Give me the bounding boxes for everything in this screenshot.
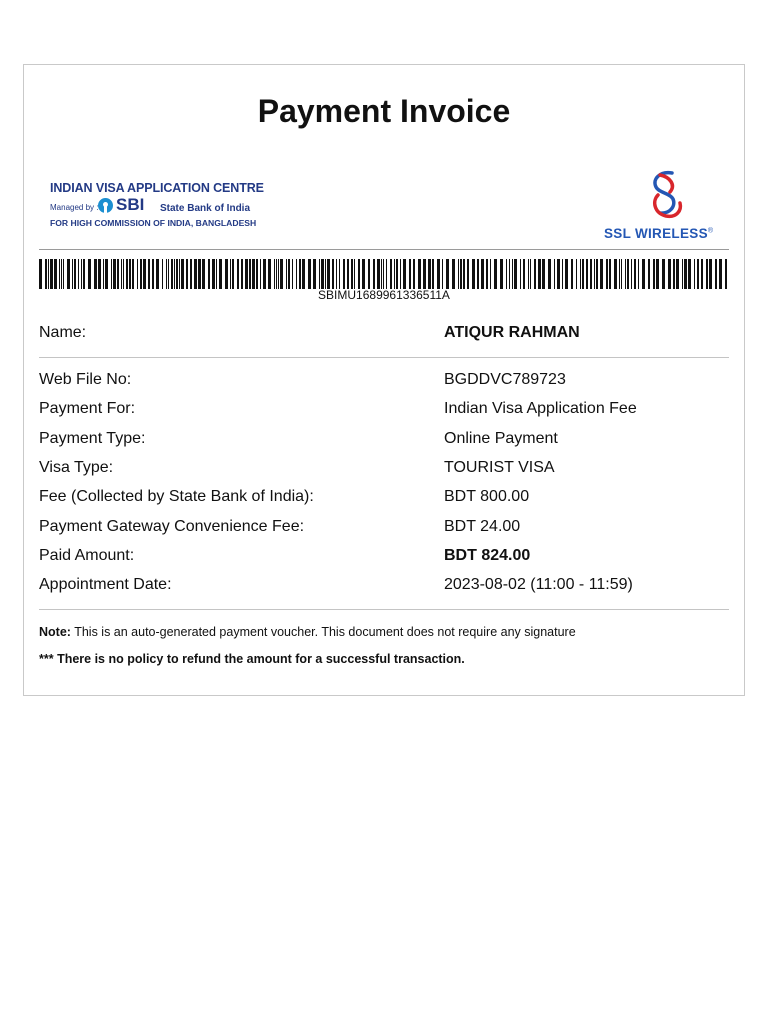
- barcode-bar: [396, 259, 398, 289]
- barcode-bar: [619, 259, 620, 289]
- barcode-bar: [362, 259, 365, 289]
- barcode-bar: [198, 259, 201, 289]
- barcode-bar: [202, 259, 205, 289]
- barcode-bar: [719, 259, 722, 289]
- barcode-bar: [656, 259, 659, 289]
- barcode-bar: [276, 259, 277, 289]
- barcode-bar: [194, 259, 197, 289]
- barcode-bar: [292, 259, 293, 289]
- barcode-bar: [486, 259, 488, 289]
- barcode-bar: [571, 259, 573, 289]
- barcode-bar: [98, 259, 101, 289]
- barcode-bar: [308, 259, 311, 289]
- barcode-bar: [225, 259, 228, 289]
- barcode-bar: [117, 259, 119, 289]
- barcode-bar: [609, 259, 611, 289]
- barcode-bar: [668, 259, 671, 289]
- payment-invoice-card: [23, 64, 745, 696]
- barcode-bar: [216, 259, 217, 289]
- barcode-bar: [580, 259, 581, 289]
- barcode-bar: [538, 259, 541, 289]
- barcode-bar: [354, 259, 355, 289]
- barcode-bar: [143, 259, 146, 289]
- barcode-bar: [237, 259, 239, 289]
- barcode-bar: [230, 259, 231, 289]
- barcode-bar: [600, 259, 603, 289]
- barcode-bar: [662, 259, 665, 289]
- ssl-emblem-icon: [646, 169, 686, 221]
- detail-label: Fee (Collected by State Bank of India):: [39, 488, 314, 505]
- barcode-bar: [319, 259, 320, 289]
- barcode-bar: [631, 259, 632, 289]
- barcode-bar: [288, 259, 290, 289]
- barcode-bar: [373, 259, 375, 289]
- barcode-bar: [500, 259, 503, 289]
- barcode-bar: [627, 259, 629, 289]
- barcode-image: [39, 259, 729, 289]
- barcode-bar: [383, 259, 384, 289]
- barcode-bar: [252, 259, 255, 289]
- barcode-bar: [400, 259, 401, 289]
- barcode-bar: [278, 259, 279, 289]
- barcode-bar: [190, 259, 192, 289]
- barcode-bar: [697, 259, 699, 289]
- barcode-bar: [166, 259, 167, 289]
- barcode-bar: [162, 259, 163, 289]
- barcode-bar: [274, 259, 275, 289]
- barcode-bar: [428, 259, 431, 289]
- barcode-bar: [684, 259, 687, 289]
- name-label: Name:: [39, 324, 87, 341]
- barcode-bar: [386, 259, 387, 289]
- barcode-bar: [67, 259, 70, 289]
- sbi-logo-icon: [98, 198, 113, 213]
- barcode-bar: [336, 259, 337, 289]
- barcode-bar: [390, 259, 392, 289]
- barcode-bar: [219, 259, 222, 289]
- barcode-bar: [403, 259, 406, 289]
- barcode-bar: [208, 259, 210, 289]
- barcode-bar: [725, 259, 727, 289]
- detail-value: Indian Visa Application Fee: [444, 400, 637, 417]
- barcode-bar: [509, 259, 510, 289]
- barcode-bar: [263, 259, 266, 289]
- barcode-bar: [653, 259, 655, 289]
- detail-label: Visa Type:: [39, 459, 114, 476]
- barcode-bar: [381, 259, 382, 289]
- barcode-bar: [368, 259, 370, 289]
- barcode-bar: [458, 259, 459, 289]
- barcode-bar: [494, 259, 497, 289]
- note-text: [39, 625, 576, 639]
- barcode-bar: [437, 259, 440, 289]
- header-divider: [39, 249, 729, 250]
- detail-value: BDT 24.00: [444, 518, 521, 535]
- barcode-bar: [245, 259, 248, 289]
- barcode-bar: [673, 259, 675, 289]
- barcode-bar: [179, 259, 180, 289]
- barcode-bar: [39, 259, 42, 289]
- barcode-bar: [625, 259, 626, 289]
- barcode-bar: [54, 259, 57, 289]
- barcode-bar: [351, 259, 353, 289]
- barcode-bar: [472, 259, 475, 289]
- barcode-bar: [528, 259, 529, 289]
- barcode-bar: [81, 259, 82, 289]
- barcode-bar: [148, 259, 150, 289]
- barcode-bar: [682, 259, 683, 289]
- ssl-logo-name: SSL WIRELESS: [604, 226, 708, 241]
- barcode-bar: [212, 259, 215, 289]
- barcode-number: SBIMU1689961336511A: [318, 288, 450, 302]
- barcode-bar: [152, 259, 154, 289]
- detail-label: Paid Amount:: [39, 547, 135, 564]
- barcode-bar: [48, 259, 49, 289]
- barcode-bar: [648, 259, 650, 289]
- name-divider: [39, 357, 729, 358]
- detail-row-payment-for: [39, 400, 729, 422]
- barcode-bar: [706, 259, 708, 289]
- detail-label: Payment Gateway Convenience Fee:: [39, 518, 305, 535]
- ivac-logo: [50, 181, 270, 231]
- barcode-bar: [634, 259, 636, 289]
- barcode-bar: [514, 259, 517, 289]
- barcode-bar: [260, 259, 261, 289]
- barcode-bar: [586, 259, 588, 289]
- barcode-bar: [701, 259, 703, 289]
- barcode-bar: [123, 259, 124, 289]
- barcode-bar: [413, 259, 415, 289]
- detail-label: Web File No:: [39, 371, 132, 388]
- barcode-bar: [132, 259, 134, 289]
- barcode-bar: [394, 259, 395, 289]
- barcode-bar: [467, 259, 469, 289]
- barcode-bar: [176, 259, 178, 289]
- barcode-bar: [74, 259, 76, 289]
- barcode-bar: [268, 259, 271, 289]
- barcode-bar: [171, 259, 173, 289]
- detail-row-web-file: [39, 371, 729, 393]
- barcode-bar: [432, 259, 434, 289]
- detail-row-appointment-date: [39, 576, 729, 598]
- barcode-bar: [343, 259, 345, 289]
- ivac-managed-by: Managed by :: [50, 203, 99, 212]
- barcode-bar: [534, 259, 536, 289]
- barcode-bar: [358, 259, 360, 289]
- barcode-bar: [72, 259, 73, 289]
- barcode-bar: [530, 259, 531, 289]
- barcode-bar: [594, 259, 595, 289]
- barcode-bar: [126, 259, 128, 289]
- barcode-bar: [715, 259, 717, 289]
- barcode-bar: [576, 259, 577, 289]
- barcode-bar: [174, 259, 175, 289]
- barcode-bar: [621, 259, 622, 289]
- barcode-bar: [232, 259, 234, 289]
- registered-mark: ®: [707, 227, 714, 235]
- detail-value: BDT 800.00: [444, 488, 530, 505]
- barcode-bar: [94, 259, 97, 289]
- note-label: Note:: [39, 625, 71, 639]
- barcode-bar: [614, 259, 617, 289]
- note-body: This is an auto-generated payment voucher. This document does not require any signature: [74, 625, 576, 639]
- barcode-bar: [377, 259, 380, 289]
- detail-row-paid-amount: [39, 547, 729, 569]
- barcode-bar: [423, 259, 426, 289]
- ssl-wireless-logo: [602, 169, 732, 241]
- barcode-bar: [463, 259, 465, 289]
- barcode-bar: [78, 259, 79, 289]
- barcode-bar: [103, 259, 104, 289]
- barcode-bar: [694, 259, 695, 289]
- barcode-bar: [111, 259, 112, 289]
- barcode-bar: [140, 259, 142, 289]
- detail-row-convenience-fee: [39, 518, 729, 540]
- barcode-bar: [523, 259, 525, 289]
- barcode-bar: [452, 259, 455, 289]
- sbi-logo-text: SBI: [116, 195, 145, 214]
- barcode-bar: [280, 259, 283, 289]
- detail-value: BDT 824.00: [444, 547, 531, 564]
- barcode-bar: [129, 259, 131, 289]
- barcode-bar: [249, 259, 251, 289]
- barcode-bar: [638, 259, 639, 289]
- barcode-bar: [520, 259, 521, 289]
- barcode-bar: [321, 259, 324, 289]
- barcode-bar: [137, 259, 138, 289]
- barcode-bar: [554, 259, 555, 289]
- barcode-bar: [256, 259, 258, 289]
- detail-row-fee: [39, 488, 729, 510]
- barcode-bar: [296, 259, 297, 289]
- barcode-bar: [121, 259, 122, 289]
- barcode-bar: [186, 259, 188, 289]
- ivac-logo-subtitle: FOR HIGH COMMISSION OF INDIA, BANGLADESH: [50, 218, 257, 228]
- barcode-bar: [168, 259, 169, 289]
- barcode-bar: [542, 259, 545, 289]
- detail-label: Appointment Date:: [39, 576, 172, 593]
- detail-row-payment-type: [39, 430, 729, 452]
- barcode-bar: [286, 259, 287, 289]
- barcode-bar: [709, 259, 712, 289]
- barcode-bar: [347, 259, 349, 289]
- barcode-bar: [565, 259, 568, 289]
- barcode-bar: [642, 259, 645, 289]
- barcode-bar: [63, 259, 64, 289]
- barcode-bar: [50, 259, 53, 289]
- barcode-bar: [156, 259, 159, 289]
- sbi-bank-name: State Bank of India: [160, 203, 251, 214]
- detail-value: BGDDVC789723: [444, 371, 566, 388]
- barcode-bar: [332, 259, 334, 289]
- detail-value: 2023-08-02 (11:00 - 11:59): [444, 576, 633, 593]
- page-title: Payment Invoice: [257, 93, 511, 129]
- detail-row-visa-type: [39, 459, 729, 481]
- barcode-bar: [313, 259, 316, 289]
- barcode-bar: [83, 259, 85, 289]
- barcode-bar: [596, 259, 598, 289]
- name-row: [39, 324, 729, 346]
- barcode-bar: [299, 259, 301, 289]
- barcode-bar: [590, 259, 592, 289]
- ivac-logo-title: INDIAN VISA APPLICATION CENTRE: [50, 181, 264, 195]
- barcode-bar: [460, 259, 462, 289]
- barcode-bar: [327, 259, 330, 289]
- barcode-bar: [548, 259, 551, 289]
- barcode-bar: [181, 259, 184, 289]
- barcode-bar: [105, 259, 108, 289]
- barcode-bar: [45, 259, 47, 289]
- ssl-logo-text: [604, 226, 713, 241]
- detail-label: Payment Type:: [39, 430, 146, 447]
- details-divider: [39, 609, 729, 610]
- barcode-bar: [481, 259, 484, 289]
- barcode-bar: [490, 259, 491, 289]
- refund-policy-text: *** There is no policy to refund the amount for a successful transaction.: [39, 652, 465, 666]
- barcode-bar: [676, 259, 679, 289]
- barcode-bar: [562, 259, 563, 289]
- barcode-bar: [446, 259, 449, 289]
- barcode-bar: [339, 259, 340, 289]
- detail-value: Online Payment: [444, 430, 558, 447]
- name-value: ATIQUR RAHMAN: [444, 324, 580, 341]
- barcode-bar: [61, 259, 62, 289]
- barcode-bar: [113, 259, 116, 289]
- barcode-bar: [512, 259, 513, 289]
- barcode-bar: [88, 259, 91, 289]
- detail-label: Payment For:: [39, 400, 136, 417]
- barcode-bar: [506, 259, 507, 289]
- barcode-bar: [557, 259, 560, 289]
- detail-value: TOURIST VISA: [444, 459, 555, 476]
- barcode-bar: [442, 259, 443, 289]
- barcode-bar: [325, 259, 326, 289]
- barcode-bar: [418, 259, 421, 289]
- barcode-bar: [59, 259, 60, 289]
- barcode-bar: [241, 259, 243, 289]
- barcode-bar: [477, 259, 479, 289]
- barcode-bar: [688, 259, 691, 289]
- barcode-bar: [582, 259, 584, 289]
- barcode-bar: [409, 259, 411, 289]
- barcode-bar: [606, 259, 608, 289]
- barcode-bar: [302, 259, 305, 289]
